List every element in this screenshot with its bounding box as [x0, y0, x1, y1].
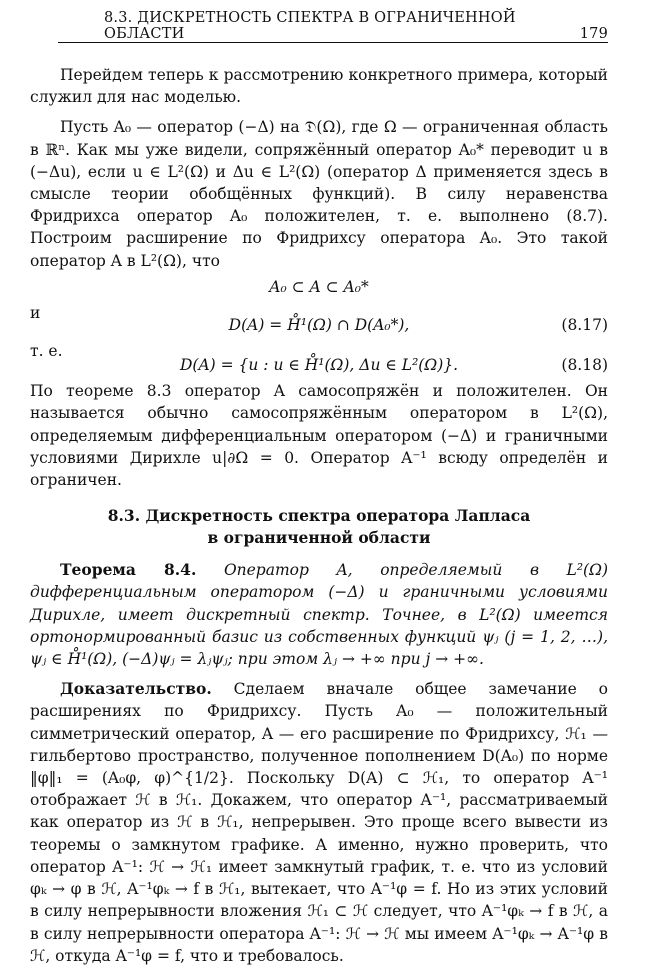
- equation-inclusion-text: A₀ ⊂ A ⊂ A₀*: [269, 277, 369, 296]
- section-title: [30, 505, 608, 549]
- equation-8-18-text: D(A) = {u : u ∈ H̊¹(Ω), Δu ∈ L²(Ω)}.: [179, 356, 459, 375]
- paragraph-intro: Перейдем теперь к рассмотрению конкретного примера, который служил для нас моделью.: [30, 66, 608, 107]
- running-header: [58, 10, 608, 43]
- proof-head: Доказательство.: [60, 679, 212, 699]
- equation-inclusion: [30, 272, 608, 302]
- lead-and: и: [30, 303, 41, 322]
- equation-8-17-text: D(A) = H̊¹(Ω) ∩ D(A₀*),: [228, 315, 410, 334]
- equation-8-17: [30, 310, 608, 340]
- proof-body: Сделаем вначале общее замечание о расширениях по Фридрихсу. Пусть A₀ — положительный симметрический оператор, A — его расширение по Фридрихсу, ℋ₁ — гильбертово пространство, полученное пополнением D(A₀) по норме ‖φ‖₁ = (A₀φ, φ)^{1/2}. Поскольку D(A) ⊂ ℋ₁, то оператор A⁻¹ отображает ℋ в ℋ₁. Докажем, что оператор A⁻¹, рассматриваемый как оператор из ℋ в ℋ₁, непрерывен. Это проще всего вывести из теоремы о замкнутом графике. А именно, нужно проверить, что оператор A⁻¹: ℋ → ℋ₁ имеет замкнутый график, т. е. что из условий φₖ → φ в ℋ, A⁻¹φₖ → f в ℋ₁, вытекает, что A⁻¹φ = f. Но из этих условий в силу непрерывности вложения ℋ₁ ⊂ ℋ следует, что A⁻¹φₖ → f в ℋ, а в силу непрерывности оператора A⁻¹: ℋ → ℋ мы имеем A⁻¹φₖ → A⁻¹φ в ℋ, откуда A⁻¹φ = f, что и требовалось.: [30, 680, 608, 965]
- lead-ie: т. е.: [30, 342, 63, 361]
- equation-number-8-17: (8.17): [561, 315, 608, 334]
- running-title: 8.3. ДИСКРЕТНОСТЬ СПЕКТРА В ОГРАНИЧЕННОЙ ОБЛАСТИ: [104, 10, 516, 42]
- proof: [30, 678, 608, 967]
- theorem-body: Оператор A, определяемый в L²(Ω) дифференциальным оператором (−Δ) и граничными условиями Дирихле, имеет дискретный спектр. Точнее, в L²(Ω) имеется ортонормированный базис из собственных функций ψⱼ (j = 1, 2, …), ψⱼ ∈ H̊¹(Ω), (−Δ)ψⱼ = λⱼψⱼ; при этом λⱼ → +∞ при j → +∞.: [30, 561, 608, 669]
- theorem-8-4: [30, 559, 608, 670]
- theorem-head: Теорема 8.4.: [60, 560, 197, 580]
- section-title-line1: 8.3. Дискретность спектра оператора Лапласа: [107, 506, 531, 526]
- equation-8-18: [30, 350, 608, 380]
- equation-number-8-18: (8.18): [561, 356, 608, 375]
- paragraph-setup: Пусть A₀ — оператор (−Δ) на 𝔇(Ω), где Ω — ограниченная область в ℝⁿ. Как мы уже видели, сопряжённый оператор A₀* переводит u в (−Δu), если u ∈ L²(Ω) и Δu ∈ L²(Ω) (оператор Δ применяется здесь в смысле теории обобщённых функций). В силу неравенства Фридрихса оператор A₀ положителен, т. е. выполнено (8.7). Построим расширение по Фридрихсу оператора A₀. Это такой оператор A в L²(Ω), что: [30, 118, 608, 270]
- section-title-line2: в ограниченной области: [207, 528, 431, 548]
- page-body: [30, 64, 608, 967]
- paragraph-selfadjoint: По теореме 8.3 оператор A самосопряжён и положителен. Он называется обычно самосопряжённым оператором в L²(Ω), определяемым дифференциальным оператором (−Δ) и граничными условиями Дирихле u|∂Ω = 0. Оператор A⁻¹ всюду определён и ограничен.: [30, 382, 608, 490]
- page-number: 179: [579, 26, 608, 42]
